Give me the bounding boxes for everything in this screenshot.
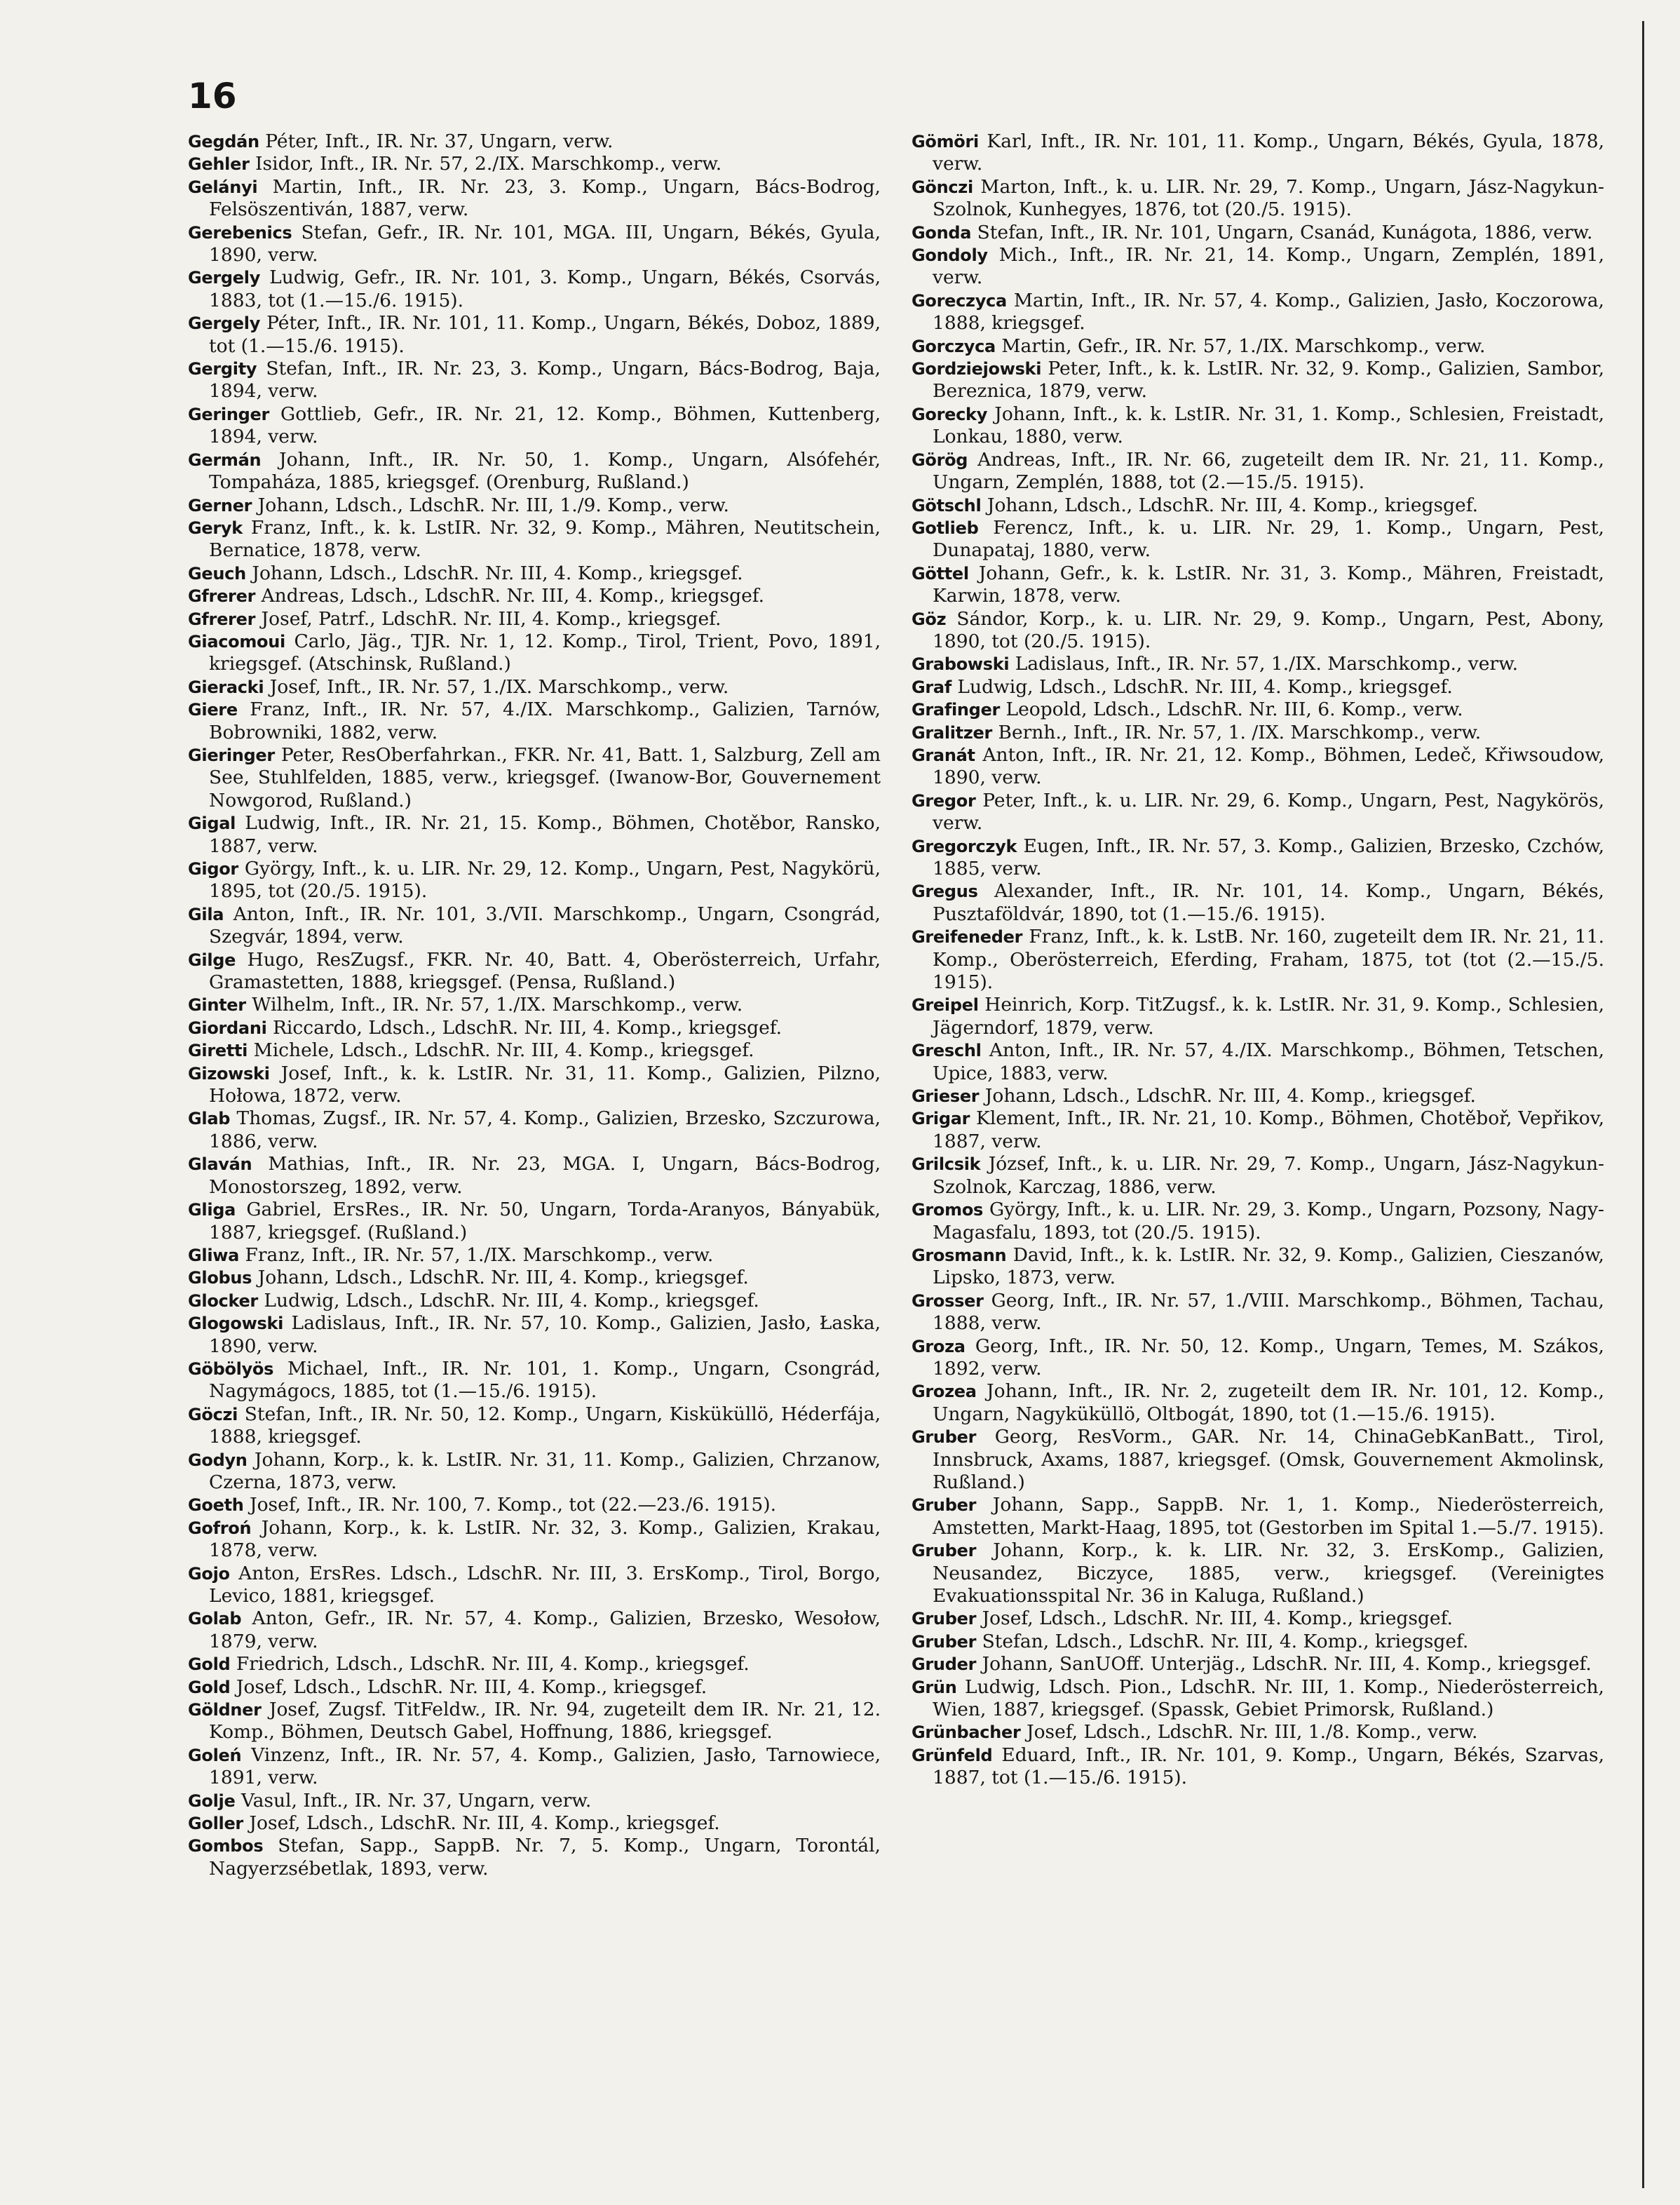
entry-surname: Görög [912, 450, 968, 470]
register-entry [188, 1790, 881, 1812]
entry-details: David, Inft., k. k. LstIR. Nr. 32, 9. Komp., Galizien, Cieszanów, Lipsko, 1873, verw. [933, 1243, 1604, 1289]
entry-details: Johann, Inft., k. k. LstIR. Nr. 31, 1. Komp., Schlesien, Freistadt, Lonkau, 1880, verw. [933, 403, 1604, 448]
left-column [188, 130, 881, 1880]
entry-surname: Geuch [188, 563, 246, 584]
entry-surname: Giordani [188, 1018, 267, 1038]
entry-surname: Godyn [188, 1450, 248, 1470]
register-entry [912, 1607, 1604, 1630]
entry-details: Franz, Inft., IR. Nr. 57, 4./IX. Marschkomp., Galizien, Tarnów, Bobrowniki, 1882, verw. [209, 699, 881, 743]
register-entry [912, 1494, 1604, 1539]
entry-surname: Glaván [188, 1154, 252, 1175]
entry-details: Josef, Inft., k. k. LstIR. Nr. 31, 11. Komp., Galizien, Pilzno, Hołowa, 1872, verw. [209, 1062, 881, 1107]
register-entry [188, 1744, 881, 1790]
entry-details: Leopold, Ldsch., LdschR. Nr. III, 6. Komp., verw. [1005, 699, 1463, 721]
entry-details: Eugen, Inft., IR. Nr. 57, 3. Komp., Galizien, Brzesko, Czchów, 1885, verw. [933, 835, 1604, 879]
entry-surname: Goleń [188, 1745, 242, 1765]
entry-surname: Gralitzer [912, 722, 993, 743]
entry-details: Johann, Ldsch., LdschR. Nr. III, 4. Komp., kriegsgef. [257, 1267, 749, 1289]
entry-details: Johann, Ldsch., LdschR. Nr. III, 4. Komp., kriegsgef. [987, 494, 1478, 516]
register-entry [188, 153, 881, 175]
entry-details: Marton, Inft., k. u. LIR. Nr. 29, 7. Komp., Ungarn, Jász-Nagykun-Szolnok, Kunhegyes, 1876, tot (20./5. 1915). [933, 175, 1604, 221]
entry-surname: Goeth [188, 1495, 244, 1516]
entry-details: Johann, Korp., k. k. LIR. Nr. 32, 3. ErsKomp., Galizien, Neusandez, Biczyce, 1885, verw., kriegsgef. (Vereinigtes Evakuationsspital Nr. 36 in Kaluga, Rußland.) [933, 1539, 1604, 1607]
entry-surname: Golab [188, 1609, 242, 1629]
entry-surname: Greipel [912, 995, 979, 1016]
entry-surname: Glab [188, 1109, 231, 1129]
entry-details: Josef, Inft., IR. Nr. 57, 1./IX. Marschkomp., verw. [269, 675, 729, 698]
entry-surname: Gojo [188, 1563, 230, 1584]
entry-surname: Gegdán [188, 132, 259, 151]
register-entry [188, 1699, 881, 1744]
entry-surname: Gruber [912, 1631, 977, 1652]
entry-details: Gabriel, ErsRes., IR. Nr. 50, Ungarn, Torda-Aranyos, Bányabük, 1887, kriegsgef. (Rußland.) [209, 1199, 881, 1243]
entry-surname: Grün [912, 1677, 957, 1697]
register-entry [188, 1403, 881, 1449]
entry-details: Anton, Inft., IR. Nr. 101, 3./VII. Marschkomp., Ungarn, Csongrád, Szegvár, 1894, verw. [209, 903, 881, 948]
entry-surname: Gigal [188, 814, 236, 834]
entry-details: Michael, Inft., IR. Nr. 101, 1. Komp., Ungarn, Csongrád, Nagymágocs, 1885, tot (1.—15./6. 1915). [209, 1357, 881, 1403]
register-entry [912, 290, 1604, 335]
register-entry [188, 176, 881, 222]
entry-details: Ladislaus, Inft., IR. Nr. 57, 1./IX. Marschkomp., verw. [1015, 653, 1519, 675]
entry-surname: Gotlieb [912, 518, 979, 538]
register-entry [912, 1335, 1604, 1381]
entry-details: Bernh., Inft., IR. Nr. 57, 1. /IX. Marschkomp., verw. [998, 721, 1482, 743]
entry-details: Peter, Inft., k. u. LIR. Nr. 29, 6. Komp., Ungarn, Pest, Nagykörös, verw. [933, 789, 1604, 835]
entry-surname: Gömöri [912, 132, 979, 151]
entry-surname: Ginter [188, 995, 246, 1016]
entry-details: Ferencz, Inft., k. u. LIR. Nr. 29, 1. Komp., Ungarn, Pest, Dunapataj, 1880, verw. [933, 516, 1604, 562]
entry-surname: Gombos [188, 1836, 264, 1856]
register-entry [912, 1290, 1604, 1335]
register-entry [188, 744, 881, 812]
entry-surname: Gliga [188, 1200, 236, 1220]
entry-details: Johann, Inft., IR. Nr. 50, 1. Komp., Ungarn, Alsófehér, Tompaháza, 1885, kriegsgef. (Orenburg, Rußland.) [209, 448, 881, 494]
entry-details: Johann, Ldsch., LdschR. Nr. III, 4. Komp., kriegsgef. [252, 562, 743, 584]
register-entry [912, 699, 1604, 721]
register-entry [188, 608, 881, 631]
entry-surname: Gruber [912, 1427, 977, 1448]
register-entry [912, 1244, 1604, 1290]
register-entry [912, 880, 1604, 926]
register-entry [912, 1107, 1604, 1153]
entry-surname: Grosmann [912, 1245, 1007, 1265]
register-entry [912, 1380, 1604, 1426]
entry-details: Johann, Sapp., SappB. Nr. 1, 1. Komp., Niederösterreich, Amstetten, Markt-Haag, 1895, tot (Gestorben im Spital 1.—5./7. 1915). [933, 1494, 1604, 1539]
register-entry [188, 312, 881, 358]
entry-surname: Glogowski [188, 1314, 284, 1334]
page-number: 16 [188, 76, 237, 116]
entry-details: Ladislaus, Inft., IR. Nr. 57, 10. Komp., Galizien, Jasło, Łaska, 1890, verw. [209, 1312, 881, 1357]
entry-surname: Goreczyca [912, 290, 1007, 311]
entry-details: Vinzenz, Inft., IR. Nr. 57, 4. Komp., Galizien, Jasło, Tarnowiece, 1891, verw. [209, 1744, 881, 1789]
register-entry [188, 585, 881, 607]
entry-surname: Göttel [912, 563, 969, 584]
register-entry [188, 1063, 881, 1108]
entry-details: György, Inft., k. u. LIR. Nr. 29, 12. Komp., Ungarn, Pest, Nagykörü, 1895, tot (20./5. 1915). [209, 858, 881, 903]
entry-details: Johann, Ldsch., LdschR. Nr. III, 4. Komp., kriegsgef. [984, 1085, 1476, 1107]
entry-surname: Gerner [188, 495, 252, 515]
register-entry [188, 858, 881, 903]
entry-surname: Gizowski [188, 1063, 270, 1084]
entry-details: Johann, SanUOff. Unterjäg., LdschR. Nr. III, 4. Komp., kriegsgef. [982, 1653, 1592, 1675]
entry-surname: Grosser [912, 1290, 984, 1311]
entry-details: Carlo, Jäg., TJR. Nr. 1, 12. Komp., Tirol, Trient, Povo, 1891, kriegsgef. (Atschinsk, Rußland.) [209, 630, 881, 675]
register-entry [188, 403, 881, 449]
entry-details: Franz, Inft., IR. Nr. 57, 1./IX. Marschkomp., verw. [245, 1243, 714, 1266]
entry-details: Johann, Gefr., k. k. LstIR. Nr. 31, 3. Komp., Mähren, Freistadt, Karwin, 1878, verw. [933, 562, 1604, 607]
entry-details: Heinrich, Korp. TitZugsf., k. k. LstIR. Nr. 31, 9. Komp., Schlesien, Jägerndorf, 1879, verw. [933, 994, 1604, 1039]
register-entry [912, 722, 1604, 744]
entry-surname: Globus [188, 1268, 252, 1288]
register-entry [188, 130, 881, 153]
entry-details: Josef, Zugsf. TitFeldw., IR. Nr. 94, zugeteilt dem IR. Nr. 21, 12. Komp., Böhmen, Deutsch Gabel, Hoffnung, 1886, kriegsgef. [209, 1699, 881, 1744]
entry-surname: Grabowski [912, 654, 1010, 675]
entry-details: Anton, ErsRes. Ldsch., LdschR. Nr. III, 3. ErsKomp., Tirol, Borgo, Levico, 1881, kriegsgef. [209, 1562, 881, 1607]
entry-details: Georg, ResVorm., GAR. Nr. 14, ChinaGebKanBatt., Tirol, Innsbruck, Axams, 1887, kriegsgef. (Omsk, Gouvernement Akmolinsk, Rußland.) [933, 1426, 1604, 1493]
register-entry [188, 699, 881, 744]
register-entry [188, 1517, 881, 1563]
entry-surname: Gruder [912, 1654, 977, 1675]
entry-surname: Geryk [188, 518, 243, 538]
entry-surname: Gofroń [188, 1518, 252, 1538]
entry-surname: Göczi [188, 1404, 238, 1424]
register-entry [188, 1017, 881, 1039]
entry-details: Friedrich, Ldsch., LdschR. Nr. III, 4. Komp., kriegsgef. [236, 1653, 750, 1675]
entry-details: Ludwig, Ldsch., LdschR. Nr. III, 4. Komp., kriegsgef. [264, 1289, 759, 1311]
entry-surname: Gliwa [188, 1245, 240, 1265]
entry-surname: Greifeneder [912, 927, 1023, 948]
register-entry [188, 1039, 881, 1062]
register-entry [912, 130, 1604, 176]
register-entry [912, 1039, 1604, 1085]
register-entry [188, 1607, 881, 1653]
entry-details: Anton, Inft., IR. Nr. 57, 4./IX. Marschkomp., Böhmen, Tetschen, Upice, 1883, verw. [933, 1039, 1604, 1084]
register-entry [912, 653, 1604, 675]
entry-details: Josef, Ldsch., LdschR. Nr. III, 4. Komp., kriegsgef. [236, 1675, 707, 1698]
register-entry [912, 1426, 1604, 1494]
entry-details: Josef, Inft., IR. Nr. 100, 7. Komp., tot (22.—23./6. 1915). [249, 1494, 777, 1516]
entry-surname: Gorecky [912, 404, 988, 424]
entry-surname: Grigar [912, 1109, 970, 1129]
entry-details: Péter, Inft., IR. Nr. 37, Ungarn, verw. [265, 130, 614, 152]
register-entry [188, 1449, 881, 1495]
entry-surname: Gergely [188, 313, 261, 334]
entry-details: György, Inft., k. u. LIR. Nr. 29, 3. Komp., Ungarn, Pozsony, Nagy-Magasfalu, 1893, tot (20./5. 1915). [933, 1199, 1604, 1243]
register-entry [188, 358, 881, 403]
entry-surname: Gilge [188, 950, 236, 970]
entry-details: Andreas, Inft., IR. Nr. 66, zugeteilt dem IR. Nr. 21, 11. Komp., Ungarn, Zemplén, 1888, tot (2.—15./5. 1915). [933, 448, 1604, 494]
entry-surname: Greschl [912, 1041, 982, 1061]
entry-details: Hugo, ResZugsf., FKR. Nr. 40, Batt. 4, Oberösterreich, Urfahr, Gramastetten, 1888, kriegsgef. (Pensa, Rußland.) [209, 948, 881, 994]
entry-surname: Gromos [912, 1200, 984, 1220]
register-entry [912, 744, 1604, 790]
entry-surname: Graf [912, 677, 951, 697]
register-entry [188, 1494, 881, 1516]
entry-surname: Gregorczyk [912, 836, 1017, 856]
register-entry [188, 1653, 881, 1675]
entry-details: Sándor, Korp., k. u. LIR. Nr. 29, 9. Komp., Ungarn, Pest, Abony, 1890, tot (20./5. 1915). [933, 607, 1604, 652]
register-entry [188, 1199, 881, 1244]
register-entry [188, 676, 881, 699]
entry-surname: Gold [188, 1677, 231, 1697]
entry-details: József, Inft., k. u. LIR. Nr. 29, 7. Komp., Ungarn, Jász-Nagykun-Szolnok, Karczag, 1886, verw. [933, 1153, 1604, 1198]
entry-surname: Gehler [188, 154, 250, 175]
entry-surname: Gregus [912, 882, 978, 902]
entry-surname: Goller [188, 1814, 243, 1834]
entry-surname: Giere [188, 700, 238, 720]
entry-surname: Gigor [188, 859, 238, 879]
entry-surname: Gila [188, 904, 224, 924]
register-entry [912, 1631, 1604, 1653]
entry-surname: Giacomoui [188, 631, 285, 652]
register-entry [912, 1153, 1604, 1199]
entry-details: Franz, Inft., k. k. LstIR. Nr. 32, 9. Komp., Mähren, Neutitschein, Bernatice, 1878, verw. [209, 516, 881, 562]
entry-surname: Grieser [912, 1086, 980, 1107]
entry-surname: Gelányi [188, 177, 258, 197]
entry-details: Ludwig, Inft., IR. Nr. 21, 15. Komp., Böhmen, Chotěbor, Ransko, 1887, verw. [209, 812, 881, 857]
register-entry [912, 676, 1604, 699]
entry-surname: Grafinger [912, 700, 1001, 720]
register-entry [912, 1085, 1604, 1107]
register-entry [188, 562, 881, 585]
register-entry [188, 949, 881, 994]
register-entry [912, 562, 1604, 608]
entry-surname: Gorczyca [912, 336, 996, 356]
entry-surname: Göbölyös [188, 1358, 274, 1379]
register-entry [188, 1676, 881, 1699]
register-entry [188, 1267, 881, 1289]
entry-details: Josef, Ldsch., LdschR. Nr. III, 4. Komp., kriegsgef. [982, 1607, 1453, 1630]
right-column [912, 130, 1604, 1790]
column-rule [1642, 21, 1644, 2188]
entry-details: Peter, ResOberfahrkan., FKR. Nr. 41, Batt. 1, Salzburg, Zell am See, Stuhlfelden, 1885, verw., kriegsgef. (Iwanow-Bor, Gouvernement Nowgorod, Rußland.) [209, 743, 881, 811]
register-entry [188, 1812, 881, 1835]
entry-details: Georg, Inft., IR. Nr. 50, 12. Komp., Ungarn, Temes, M. Szákos, 1892, verw. [933, 1335, 1604, 1380]
entry-details: Johann, Ldsch., LdschR. Nr. III, 1./9. Komp., verw. [257, 494, 729, 516]
register-entry [912, 335, 1604, 358]
entry-surname: Geringer [188, 404, 270, 424]
register-entry [188, 903, 881, 949]
register-entry [912, 176, 1604, 222]
entry-surname: Grilcsik [912, 1154, 981, 1175]
entry-surname: Gruber [912, 1495, 977, 1516]
entry-details: Ludwig, Ldsch., LdschR. Nr. III, 4. Komp., kriegsgef. [957, 675, 1453, 698]
entry-surname: Gold [188, 1654, 231, 1675]
entry-details: Stefan, Inft., IR. Nr. 23, 3. Komp., Ungarn, Bács-Bodrog, Baja, 1894, verw. [209, 358, 881, 403]
entry-details: Mathias, Inft., IR. Nr. 23, MGA. I, Ungarn, Bács-Bodrog, Monostorszeg, 1892, verw. [209, 1153, 881, 1198]
entry-details: Ludwig, Gefr., IR. Nr. 101, 3. Komp., Ungarn, Békés, Csorvás, 1883, tot (1.—15./6. 1915). [209, 267, 881, 311]
entry-surname: Gondoly [912, 245, 988, 266]
entry-surname: Gönczi [912, 177, 973, 197]
entry-surname: Gergely [188, 268, 261, 288]
entry-surname: Gruber [912, 1541, 977, 1561]
entry-details: Georg, Inft., IR. Nr. 57, 1./VIII. Marschkomp., Böhmen, Tachau, 1888, verw. [933, 1289, 1604, 1335]
register-entry [188, 1153, 881, 1199]
entry-details: Mich., Inft., IR. Nr. 21, 14. Komp., Ungarn, Zemplén, 1891, verw. [933, 244, 1604, 289]
register-entry [912, 1539, 1604, 1607]
entry-details: Péter, Inft., IR. Nr. 101, 11. Komp., Ungarn, Békés, Doboz, 1889, tot (1.—15./6. 1915). [209, 312, 881, 357]
register-entry [188, 222, 881, 267]
entry-details: Josef, Ldsch., LdschR. Nr. III, 4. Komp., kriegsgef. [249, 1812, 720, 1835]
register-entry [912, 1199, 1604, 1244]
entry-details: Martin, Inft., IR. Nr. 23, 3. Komp., Ungarn, Bács-Bodrog, Felsöszentiván, 1887, verw. [209, 175, 881, 221]
entry-details: Alexander, Inft., IR. Nr. 101, 14. Komp., Ungarn, Békés, Pusztaföldvár, 1890, tot (1.—15./6. 1915). [933, 880, 1604, 925]
entry-details: Eduard, Inft., IR. Nr. 101, 9. Komp., Ungarn, Békés, Szarvas, 1887, tot (1.—15./6. 1915). [933, 1744, 1604, 1789]
entry-details: Franz, Inft., k. k. LstB. Nr. 160, zugeteilt dem IR. Nr. 21, 11. Komp., Oberösterreich, Eferding, Fraham, 1875, tot (tot (2.—15./5. 1915). [933, 926, 1604, 994]
entry-details: Johann, Inft., IR. Nr. 2, zugeteilt dem IR. Nr. 101, 12. Komp., Ungarn, Nagyküküllö, Oltbogát, 1890, tot (1.—15./6. 1915). [933, 1380, 1604, 1425]
register-entry [912, 358, 1604, 403]
register-entry [912, 608, 1604, 654]
entry-details: Isidor, Inft., IR. Nr. 57, 2./IX. Marschkomp., verw. [255, 153, 722, 175]
entry-surname: Giretti [188, 1041, 248, 1061]
entry-surname: Grünbacher [912, 1722, 1021, 1743]
entry-details: Stefan, Inft., IR. Nr. 101, Ungarn, Csanád, Kunágota, 1886, verw. [977, 221, 1593, 243]
register-entry [188, 449, 881, 494]
register-entry [188, 1312, 881, 1358]
register-entry [912, 790, 1604, 835]
entry-details: Riccardo, Ldsch., LdschR. Nr. III, 4. Komp., kriegsgef. [272, 1016, 783, 1039]
entry-details: Martin, Inft., IR. Nr. 57, 4. Komp., Galizien, Jasło, Koczorowa, 1888, kriegsgef. [933, 289, 1604, 335]
register-entry [188, 994, 881, 1016]
register-entry [188, 631, 881, 676]
entry-surname: Granát [912, 745, 975, 765]
entry-details: Thomas, Zugsf., IR. Nr. 57, 4. Komp., Galizien, Brzesko, Szczurowa, 1886, verw. [209, 1107, 881, 1152]
entry-details: Anton, Gefr., IR. Nr. 57, 4. Komp., Galizien, Brzesko, Wesołow, 1879, verw. [209, 1607, 881, 1652]
entry-details: Stefan, Gefr., IR. Nr. 101, MGA. III, Ungarn, Békés, Gyula, 1890, verw. [209, 221, 881, 267]
register-entry [188, 267, 881, 312]
entry-surname: Göldner [188, 1700, 262, 1720]
register-entry [912, 222, 1604, 244]
register-entry [912, 1676, 1604, 1722]
register-entry [912, 994, 1604, 1039]
entry-details: Johann, Korp., k. k. LstIR. Nr. 32, 3. Komp., Galizien, Krakau, 1878, verw. [209, 1516, 881, 1562]
entry-surname: Gregor [912, 790, 976, 811]
entry-details: Andreas, Ldsch., LdschR. Nr. III, 4. Komp., kriegsgef. [261, 585, 765, 607]
register-entry [912, 835, 1604, 881]
entry-surname: Gonda [912, 222, 972, 243]
register-entry [912, 1721, 1604, 1744]
register-entry [912, 1653, 1604, 1675]
register-entry [188, 1107, 881, 1153]
register-entry [188, 1290, 881, 1312]
entry-surname: Götschl [912, 495, 982, 515]
entry-surname: Germán [188, 450, 262, 470]
entry-surname: Göz [912, 609, 947, 629]
entry-surname: Gieracki [188, 677, 264, 697]
entry-details: Peter, Inft., k. k. LstIR. Nr. 32, 9. Komp., Galizien, Sambor, Bereznica, 1879, verw. [933, 358, 1604, 403]
register-entry [912, 244, 1604, 290]
register-entry [188, 1835, 881, 1880]
register-entry [912, 517, 1604, 562]
entry-details: Klement, Inft., IR. Nr. 21, 10. Komp., Böhmen, Chotěboř, Vepřikov, 1887, verw. [933, 1107, 1604, 1152]
entry-details: Anton, Inft., IR. Nr. 21, 12. Komp., Böhmen, Ledeč, Křiwsoudow, 1890, verw. [933, 743, 1604, 789]
entry-surname: Gordziejowski [912, 359, 1042, 379]
entry-details: Ludwig, Ldsch. Pion., LdschR. Nr. III, 1. Komp., Niederösterreich, Wien, 1887, kriegsgef. (Spassk, Gebiet Primorsk, Rußland.) [933, 1675, 1604, 1721]
register-entry [188, 1563, 881, 1608]
entry-surname: Golje [188, 1791, 236, 1811]
entry-details: Wilhelm, Inft., IR. Nr. 57, 1./IX. Marschkomp., verw. [252, 994, 743, 1016]
entry-details: Karl, Inft., IR. Nr. 101, 11. Komp., Ungarn, Békés, Gyula, 1878, verw. [933, 130, 1604, 175]
entry-details: Stefan, Sapp., SappB. Nr. 7, 5. Komp., Ungarn, Torontál, Nagyerzsébetlak, 1893, verw. [209, 1835, 881, 1880]
entry-surname: Gruber [912, 1609, 977, 1629]
entry-surname: Groza [912, 1336, 966, 1356]
register-entry [188, 1244, 881, 1267]
entry-surname: Gergity [188, 359, 257, 379]
entry-surname: Gfrerer [188, 586, 256, 607]
entry-details: Martin, Gefr., IR. Nr. 57, 1./IX. Marschkomp., verw. [1001, 335, 1486, 357]
entry-details: Michele, Ldsch., LdschR. Nr. III, 4. Komp., kriegsgef. [253, 1039, 754, 1062]
entry-surname: Grozea [912, 1382, 977, 1402]
register-entry [912, 926, 1604, 994]
register-entry [188, 812, 881, 858]
register-entry [188, 494, 881, 517]
entry-details: Josef, Ldsch., LdschR. Nr. III, 1./8. Komp., verw. [1026, 1721, 1478, 1744]
entry-surname: Gfrerer [188, 609, 256, 629]
register-entry [188, 1358, 881, 1403]
entry-details: Gottlieb, Gefr., IR. Nr. 21, 12. Komp., Böhmen, Kuttenberg, 1894, verw. [209, 403, 881, 448]
register-entry [912, 1744, 1604, 1790]
entry-details: Josef, Patrf., LdschR. Nr. III, 4. Komp., kriegsgef. [261, 607, 722, 630]
register-entry [912, 494, 1604, 517]
entry-surname: Gieringer [188, 745, 275, 765]
entry-surname: Grünfeld [912, 1745, 993, 1765]
entry-details: Johann, Korp., k. k. LstIR. Nr. 31, 11. Komp., Galizien, Chrzanow, Czerna, 1873, verw. [209, 1448, 881, 1493]
entry-surname: Gerebenics [188, 222, 292, 243]
entry-details: Vasul, Inft., IR. Nr. 37, Ungarn, verw. [241, 1789, 592, 1812]
entry-details: Stefan, Inft., IR. Nr. 50, 12. Komp., Ungarn, Kisküküllö, Héderfája, 1888, kriegsgef. [209, 1403, 881, 1448]
register-entry [912, 449, 1604, 494]
entry-surname: Glocker [188, 1290, 258, 1311]
entry-details: Stefan, Ldsch., LdschR. Nr. III, 4. Komp., kriegsgef. [982, 1630, 1469, 1652]
register-entry [912, 403, 1604, 449]
register-entry [188, 517, 881, 562]
